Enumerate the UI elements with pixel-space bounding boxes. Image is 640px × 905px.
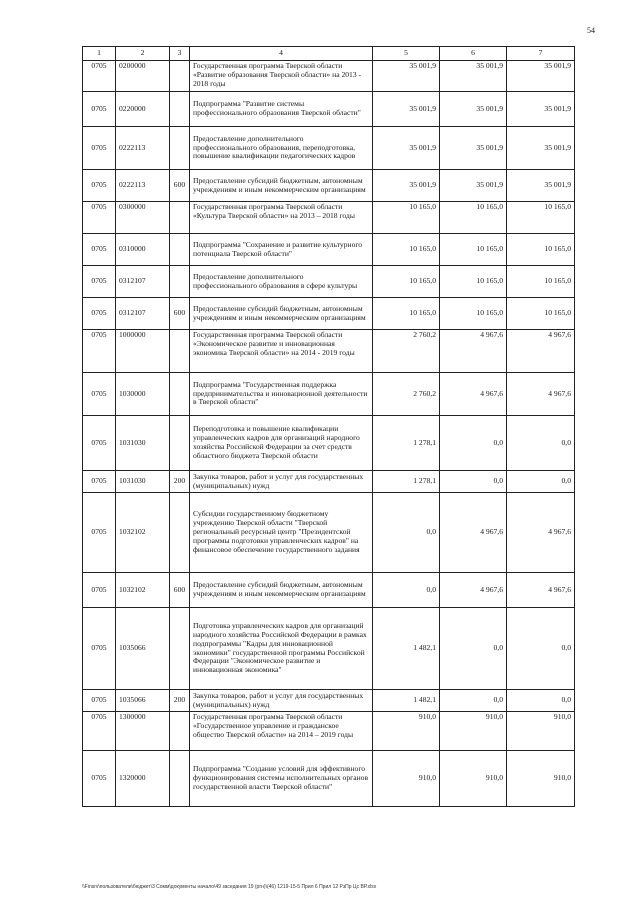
- section-code-cell: 0705: [83, 170, 116, 202]
- amount-col6-cell: 910,0: [440, 712, 507, 751]
- section-code-cell: 0705: [83, 712, 116, 751]
- item-name-cell: Подготовка управленческих кадров для организаций народного хозяйства Российской Федерации в рамках подпрограммы "Кадры для инновационной экономики" государственной программы Российской Федерации "Экономическое развитие и инновационная экономика": [190, 608, 373, 690]
- table-row: [83, 573, 575, 608]
- target-code-cell: 0300000: [116, 202, 170, 234]
- amount-col5-cell: 1 278,1: [373, 416, 440, 471]
- budget-table: [82, 46, 575, 807]
- item-name-cell: Подпрограмма "Создание условий для эффективного функционирования системы исполнительных органов государственной власти Тверской области": [190, 751, 373, 807]
- amount-col7-cell: 910,0: [507, 751, 575, 807]
- section-code-cell: 0705: [83, 373, 116, 416]
- target-code-cell: 0220000: [116, 92, 170, 127]
- amount-col6-cell: 0,0: [440, 471, 507, 493]
- section-code-cell: 0705: [83, 202, 116, 234]
- table-row: [83, 298, 575, 330]
- item-name-cell: Предоставление дополнительного профессионального образования, переподготовка, повышение квалификации педагогических кадров: [190, 127, 373, 170]
- table-row: [83, 373, 575, 416]
- amount-col7-cell: 35 001,9: [507, 170, 575, 202]
- item-name-cell: Предоставление субсидий бюджетным, автономным учреждениям и иным некоммерческим организациям: [190, 573, 373, 608]
- target-code-cell: 0200000: [116, 61, 170, 92]
- table-row: [83, 202, 575, 234]
- header-cell: 1: [83, 47, 116, 61]
- item-name-cell: Закупка товаров, работ и услуг для государственных (муниципальных) нужд: [190, 471, 373, 493]
- section-code-cell: 0705: [83, 127, 116, 170]
- target-code-cell: 1032102: [116, 493, 170, 573]
- table-row: [83, 608, 575, 690]
- expense-type-cell: 600: [170, 298, 190, 330]
- expense-type-cell: 600: [170, 170, 190, 202]
- amount-col5-cell: 10 165,0: [373, 202, 440, 234]
- table-row: [83, 493, 575, 573]
- target-code-cell: 1032102: [116, 573, 170, 608]
- table-row: [83, 751, 575, 807]
- amount-col7-cell: 10 165,0: [507, 298, 575, 330]
- amount-col6-cell: 10 165,0: [440, 298, 507, 330]
- target-code-cell: 1031030: [116, 416, 170, 471]
- amount-col6-cell: 10 165,0: [440, 266, 507, 298]
- amount-col6-cell: 910,0: [440, 751, 507, 807]
- item-name-cell: Субсидии государственному бюджетному учреждению Тверской области "Тверской региональный ресурсный центр "Президентской программы подготовки управленческих кадров" на финансовое обеспечение государственного задания: [190, 493, 373, 573]
- amount-col5-cell: 10 165,0: [373, 298, 440, 330]
- section-code-cell: 0705: [83, 92, 116, 127]
- table-row: [83, 416, 575, 471]
- amount-col5-cell: 910,0: [373, 751, 440, 807]
- amount-col5-cell: 1 278,1: [373, 471, 440, 493]
- amount-col5-cell: 10 165,0: [373, 234, 440, 266]
- section-code-cell: 0705: [83, 573, 116, 608]
- section-code-cell: 0705: [83, 493, 116, 573]
- amount-col6-cell: 10 165,0: [440, 234, 507, 266]
- section-code-cell: 0705: [83, 751, 116, 807]
- amount-col7-cell: 10 165,0: [507, 266, 575, 298]
- amount-col7-cell: 0,0: [507, 416, 575, 471]
- amount-col6-cell: 10 165,0: [440, 202, 507, 234]
- expense-type-cell: [170, 608, 190, 690]
- section-code-cell: 0705: [83, 61, 116, 92]
- header-row: [83, 47, 575, 61]
- target-code-cell: 1320000: [116, 751, 170, 807]
- section-code-cell: 0705: [83, 471, 116, 493]
- item-name-cell: Закупка товаров, работ и услуг для государственных (муниципальных) нужд: [190, 690, 373, 712]
- target-code-cell: 1000000: [116, 330, 170, 373]
- amount-col6-cell: 35 001,9: [440, 170, 507, 202]
- section-code-cell: 0705: [83, 298, 116, 330]
- amount-col5-cell: 35 001,9: [373, 127, 440, 170]
- amount-col6-cell: 35 001,9: [440, 61, 507, 92]
- amount-col7-cell: 35 001,9: [507, 92, 575, 127]
- amount-col6-cell: 4 967,6: [440, 573, 507, 608]
- amount-col5-cell: 0,0: [373, 573, 440, 608]
- target-code-cell: 0222113: [116, 170, 170, 202]
- expense-type-cell: [170, 493, 190, 573]
- item-name-cell: Государственная программа Тверской области «Государственное управление и гражданское общество Тверской области» на 2014 – 2019 годы: [190, 712, 373, 751]
- expense-type-cell: 200: [170, 690, 190, 712]
- amount-col5-cell: 35 001,9: [373, 92, 440, 127]
- amount-col6-cell: 35 001,9: [440, 127, 507, 170]
- expense-type-cell: [170, 61, 190, 92]
- expense-type-cell: [170, 373, 190, 416]
- table-row: [83, 712, 575, 751]
- target-code-cell: 0222113: [116, 127, 170, 170]
- expense-type-cell: [170, 266, 190, 298]
- table-row: [83, 330, 575, 373]
- amount-col5-cell: 1 482,1: [373, 690, 440, 712]
- amount-col5-cell: 35 001,9: [373, 170, 440, 202]
- amount-col6-cell: 0,0: [440, 416, 507, 471]
- expense-type-cell: [170, 712, 190, 751]
- header-cell: 3: [170, 47, 190, 61]
- amount-col7-cell: 4 967,6: [507, 493, 575, 573]
- amount-col7-cell: 0,0: [507, 608, 575, 690]
- table-row: [83, 170, 575, 202]
- page-number: 54: [587, 26, 595, 35]
- expense-type-cell: 200: [170, 471, 190, 493]
- table-row: [83, 266, 575, 298]
- item-name-cell: Государственная программа Тверской области «Развитие образования Тверской области» на 2013 - 2018 годы: [190, 61, 373, 92]
- amount-col5-cell: 0,0: [373, 493, 440, 573]
- amount-col7-cell: 4 967,6: [507, 373, 575, 416]
- amount-col7-cell: 0,0: [507, 471, 575, 493]
- section-code-cell: 0705: [83, 330, 116, 373]
- amount-col5-cell: 910,0: [373, 712, 440, 751]
- amount-col7-cell: 0,0: [507, 690, 575, 712]
- section-code-cell: 0705: [83, 690, 116, 712]
- amount-col6-cell: 0,0: [440, 608, 507, 690]
- target-code-cell: 1035066: [116, 690, 170, 712]
- amount-col5-cell: 35 001,9: [373, 61, 440, 92]
- amount-col5-cell: 1 482,1: [373, 608, 440, 690]
- amount-col7-cell: 35 001,9: [507, 127, 575, 170]
- target-code-cell: 1035066: [116, 608, 170, 690]
- amount-col7-cell: 910,0: [507, 712, 575, 751]
- expense-type-cell: [170, 751, 190, 807]
- section-code-cell: 0705: [83, 234, 116, 266]
- footer-file-path: \\Finsrv\пользователи\бюджет\3 Сомм\документы начало\49 заседания 19 (ргн)\(46) 1219-15-5 Прил 6 Прил 12 РзПр Цс ВР.xlsx: [82, 884, 377, 890]
- table-row: [83, 690, 575, 712]
- header-cell: 5: [373, 47, 440, 61]
- item-name-cell: Подпрограмма "Сохранение и развитие культурного потенциала Тверской области": [190, 234, 373, 266]
- expense-type-cell: [170, 330, 190, 373]
- table-row: [83, 61, 575, 92]
- header-cell: 4: [190, 47, 373, 61]
- header-cell: 7: [507, 47, 575, 61]
- header-cell: 2: [116, 47, 170, 61]
- section-code-cell: 0705: [83, 608, 116, 690]
- item-name-cell: Государственная программа Тверской области «Экономическое развитие и инновационная экономика Тверской области» на 2014 - 2019 годы: [190, 330, 373, 373]
- target-code-cell: 0310000: [116, 234, 170, 266]
- expense-type-cell: [170, 92, 190, 127]
- item-name-cell: Подпрограмма "Развитие системы профессионального образования Тверской области": [190, 92, 373, 127]
- table-row: [83, 92, 575, 127]
- section-code-cell: 0705: [83, 416, 116, 471]
- expense-type-cell: [170, 234, 190, 266]
- amount-col6-cell: 0,0: [440, 690, 507, 712]
- header-cell: 6: [440, 47, 507, 61]
- target-code-cell: 0312107: [116, 298, 170, 330]
- amount-col5-cell: 10 165,0: [373, 266, 440, 298]
- amount-col7-cell: 10 165,0: [507, 202, 575, 234]
- target-code-cell: 1031030: [116, 471, 170, 493]
- section-code-cell: 0705: [83, 266, 116, 298]
- target-code-cell: 1300000: [116, 712, 170, 751]
- expense-type-cell: 600: [170, 573, 190, 608]
- amount-col6-cell: 4 967,6: [440, 330, 507, 373]
- table-row: [83, 127, 575, 170]
- amount-col5-cell: 2 760,2: [373, 373, 440, 416]
- amount-col5-cell: 2 760,2: [373, 330, 440, 373]
- item-name-cell: Государственная программа Тверской области «Культура Тверской области» на 2013 – 2018 годы: [190, 202, 373, 234]
- amount-col6-cell: 35 001,9: [440, 92, 507, 127]
- amount-col7-cell: 10 165,0: [507, 234, 575, 266]
- target-code-cell: 1030000: [116, 373, 170, 416]
- amount-col7-cell: 4 967,6: [507, 330, 575, 373]
- amount-col7-cell: 35 001,9: [507, 61, 575, 92]
- table-row: [83, 234, 575, 266]
- item-name-cell: Предоставление субсидий бюджетным, автономным учреждениям и иным некоммерческим организациям: [190, 170, 373, 202]
- item-name-cell: Подпрограмма "Государственная поддержка предпринимательства и инновационной деятельности в Тверской области": [190, 373, 373, 416]
- amount-col6-cell: 4 967,6: [440, 373, 507, 416]
- expense-type-cell: [170, 127, 190, 170]
- expense-type-cell: [170, 202, 190, 234]
- expense-type-cell: [170, 416, 190, 471]
- table-row: [83, 471, 575, 493]
- item-name-cell: Предоставление дополнительного профессионального образования в сфере культуры: [190, 266, 373, 298]
- amount-col7-cell: 4 967,6: [507, 573, 575, 608]
- target-code-cell: 0312107: [116, 266, 170, 298]
- item-name-cell: Предоставление субсидий бюджетным, автономным учреждениям и иным некоммерческим организациям: [190, 298, 373, 330]
- item-name-cell: Переподготовка и повышение квалификации управленческих кадров для организаций народного хозяйства Российской Федерации за счет средств областного бюджета Тверской области: [190, 416, 373, 471]
- amount-col6-cell: 4 967,6: [440, 493, 507, 573]
